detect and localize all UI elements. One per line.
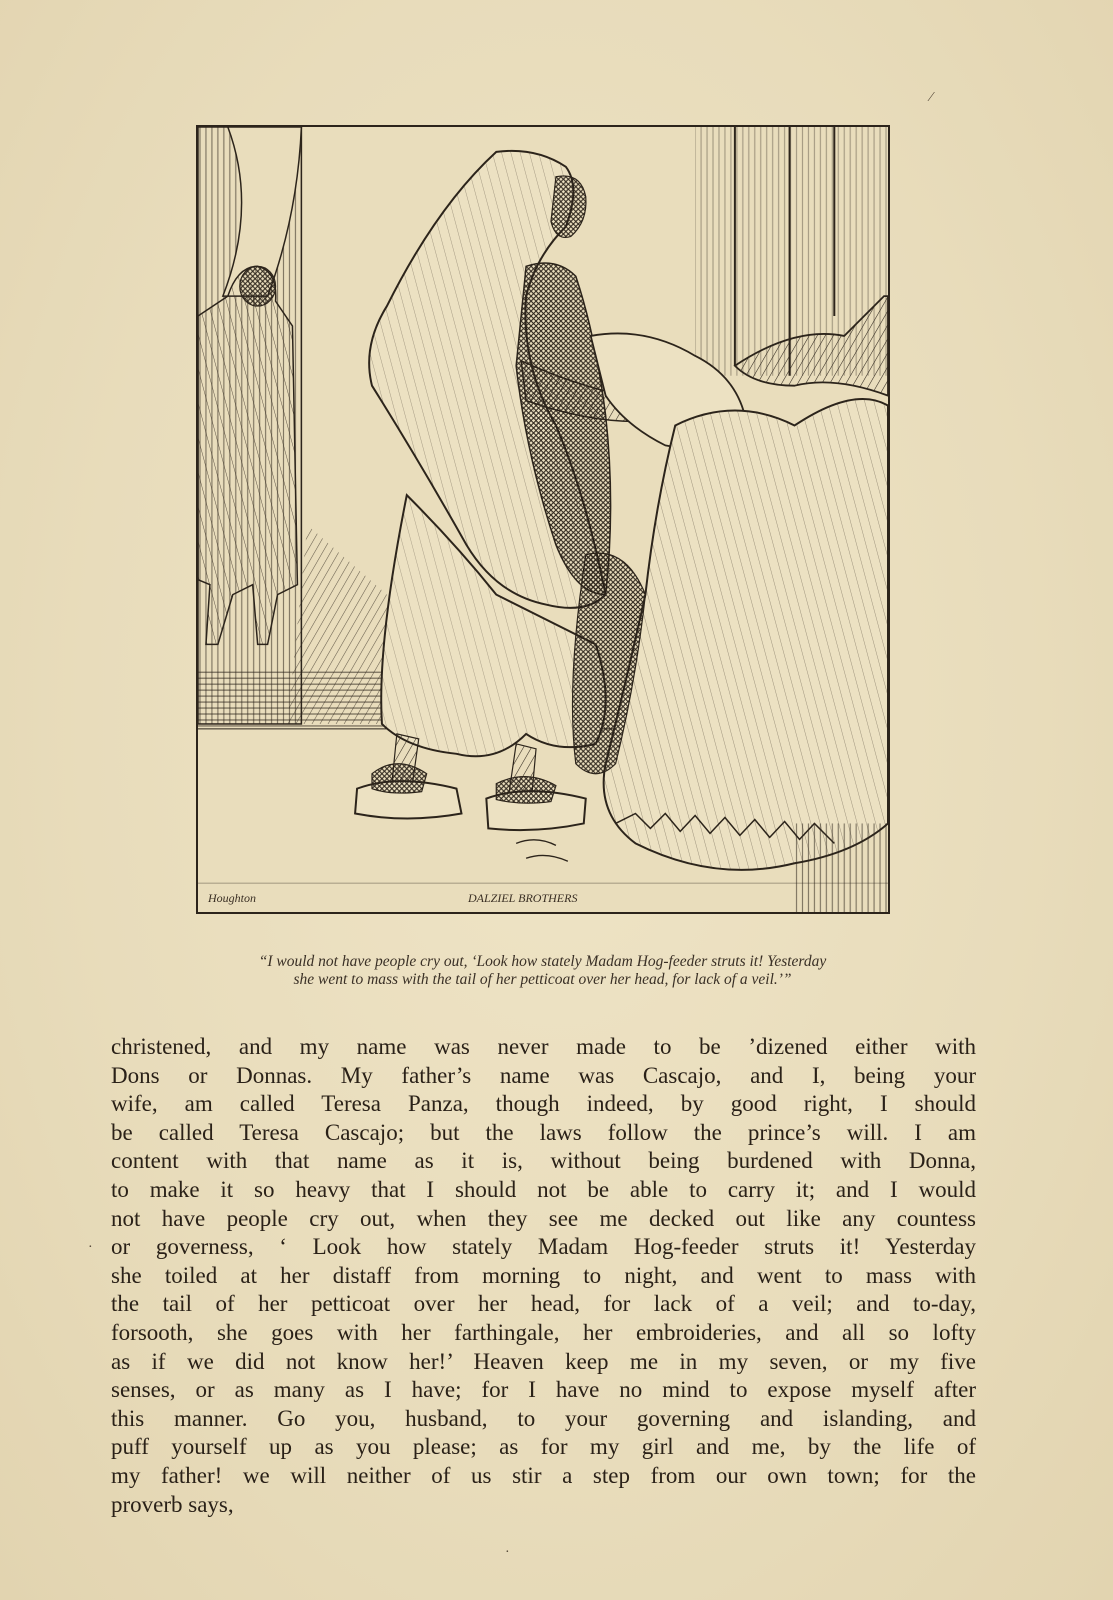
text-line: forsooth, she goes with her farthingale, her embroideries, and all so lofty xyxy=(111,1319,976,1345)
body-text xyxy=(111,1033,976,1519)
text-line: proverb says, xyxy=(111,1491,234,1517)
text-line: content with that name as it is, without being burdened with Donna, xyxy=(111,1148,976,1174)
footer-dot: · xyxy=(505,1545,510,1560)
text-line: my father! we will neither of us stir a step from our own town; for the xyxy=(111,1462,976,1488)
text-line: she toiled at her distaff from morning to night, and went to mass with xyxy=(111,1262,976,1288)
caption-line: “I would not have people cry out, ‘Look how stately Madam Hog-feeder struts it! Yesterday xyxy=(258,953,827,970)
text-line: the tail of her petticoat over her head, for lack of a veil; and to-day, xyxy=(111,1291,976,1317)
text-line: as if we did not know her!’ Heaven keep me in my seven, or my five xyxy=(111,1348,976,1374)
text-line: Dons or Donnas. My father’s name was Cascajo, and I, being your xyxy=(111,1062,976,1088)
text-line: or governess, ‘ Look how stately Madam Hog-feeder struts it! Yesterday xyxy=(111,1234,976,1260)
text-line: not have people cry out, when they see me decked out like any countess xyxy=(111,1205,976,1231)
engraving-drawing xyxy=(198,127,888,912)
engraver-signature: DALZIEL BROTHERS xyxy=(468,891,578,905)
margin-mark: ⁄ xyxy=(930,90,933,105)
engraving-illustration xyxy=(196,125,890,914)
margin-dot: · xyxy=(88,1240,93,1255)
text-line: wife, am called Teresa Panza, though indeed, by good right, I should xyxy=(111,1091,976,1117)
text-line: christened, and my name was never made to be ’dizened either with xyxy=(111,1034,976,1059)
caption-line: she went to mass with the tail of her petticoat over her head, for lack of a veil.’” xyxy=(293,971,792,988)
text-line: be called Teresa Cascajo; but the laws follow the prince’s will. I am xyxy=(111,1119,976,1145)
artist-signature: Houghton xyxy=(208,891,256,905)
text-line: senses, or as many as I have; for I have no mind to expose myself after xyxy=(111,1377,976,1403)
illustration-caption xyxy=(120,953,965,989)
text-line: puff yourself up as you please; as for my girl and me, by the life of xyxy=(111,1434,976,1460)
text-line: to make it so heavy that I should not be able to carry it; and I would xyxy=(111,1176,976,1202)
text-line: this manner. Go you, husband, to your governing and islanding, and xyxy=(111,1405,976,1431)
